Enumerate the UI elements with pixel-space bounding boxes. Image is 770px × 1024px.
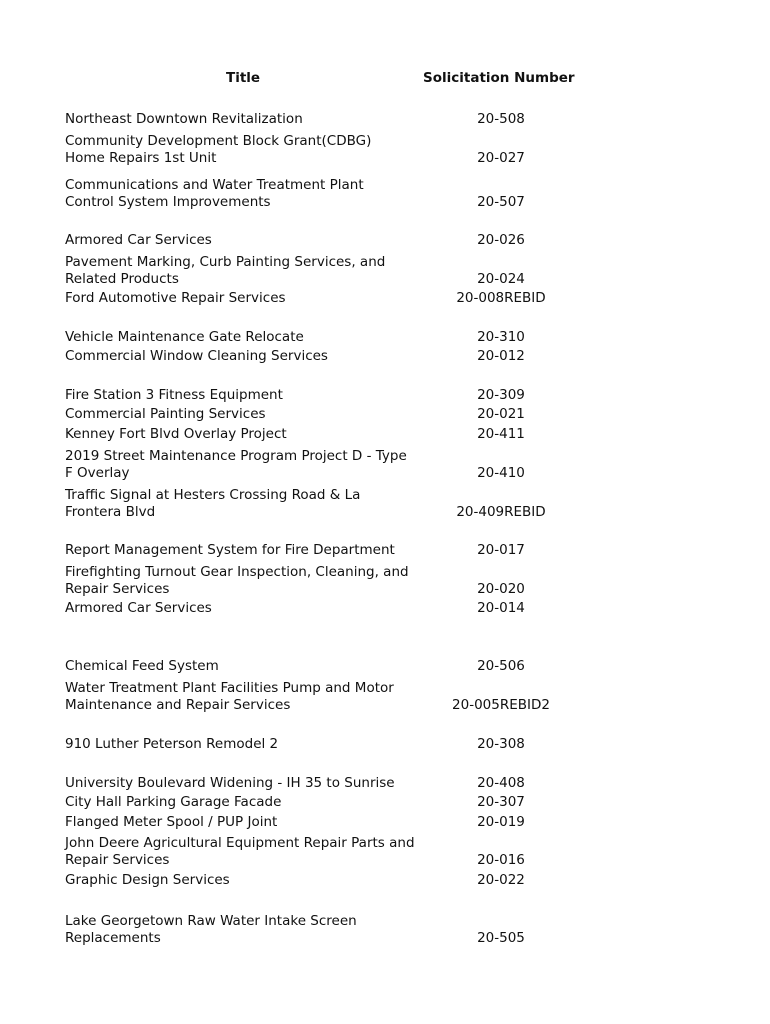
column-header-solicitation-number: Solicitation Number [423, 70, 575, 86]
row-title: Northeast Downtown Revitalization [65, 111, 303, 127]
row-solicitation-number: 20-008REBID [456, 290, 546, 306]
row-solicitation-number: 20-508 [477, 111, 525, 127]
row-solicitation-number: 20-307 [477, 794, 525, 810]
row-title: Vehicle Maintenance Gate Relocate [65, 329, 304, 345]
row-title: Fire Station 3 Fitness Equipment [65, 387, 283, 403]
row-title: University Boulevard Widening - IH 35 to Sunrise [65, 775, 395, 791]
row-solicitation-number: 20-411 [477, 426, 525, 442]
row-solicitation-number: 20-022 [477, 872, 525, 888]
row-solicitation-number: 20-507 [477, 194, 525, 210]
row-solicitation-number: 20-017 [477, 542, 525, 558]
row-title: Water Treatment Plant Facilities Pump and Motor Maintenance and Repair Services [65, 680, 394, 713]
row-solicitation-number: 20-012 [477, 348, 525, 364]
row-title: John Deere Agricultural Equipment Repair Parts and Repair Services [65, 835, 415, 868]
row-title: Flanged Meter Spool / PUP Joint [65, 814, 278, 830]
row-title: Firefighting Turnout Gear Inspection, Cleaning, and Repair Services [65, 564, 409, 597]
row-title: Ford Automotive Repair Services [65, 290, 286, 306]
row-solicitation-number: 20-505 [477, 930, 525, 946]
row-solicitation-number: 20-506 [477, 658, 525, 674]
row-title: Kenney Fort Blvd Overlay Project [65, 426, 287, 442]
row-title: Report Management System for Fire Department [65, 542, 395, 558]
row-solicitation-number: 20-005REBID2 [452, 697, 550, 713]
row-title: Commercial Window Cleaning Services [65, 348, 328, 364]
row-solicitation-number: 20-014 [477, 600, 525, 616]
row-title: 2019 Street Maintenance Program Project D - Type F Overlay [65, 448, 407, 481]
row-solicitation-number: 20-024 [477, 271, 525, 287]
row-title: 910 Luther Peterson Remodel 2 [65, 736, 279, 752]
row-solicitation-number: 20-408 [477, 775, 525, 791]
row-solicitation-number: 20-309 [477, 387, 525, 403]
row-solicitation-number: 20-409REBID [456, 504, 546, 520]
row-title: Pavement Marking, Curb Painting Services, and Related Products [65, 254, 386, 287]
row-title: Armored Car Services [65, 232, 212, 248]
row-solicitation-number: 20-019 [477, 814, 525, 830]
column-header-title: Title [226, 70, 261, 86]
row-title: Community Development Block Grant(CDBG) Home Repairs 1st Unit [65, 133, 372, 166]
row-solicitation-number: 20-021 [477, 406, 525, 422]
row-solicitation-number: 20-027 [477, 150, 525, 166]
row-title: Graphic Design Services [65, 872, 230, 888]
row-title: Traffic Signal at Hesters Crossing Road & La Frontera Blvd [65, 487, 361, 520]
row-title: Communications and Water Treatment Plant Control System Improvements [65, 177, 364, 210]
row-title: Lake Georgetown Raw Water Intake Screen Replacements [65, 913, 357, 946]
row-solicitation-number: 20-310 [477, 329, 525, 345]
row-title: Chemical Feed System [65, 658, 219, 674]
row-title: Armored Car Services [65, 600, 212, 616]
row-solicitation-number: 20-020 [477, 581, 525, 597]
row-title: Commercial Painting Services [65, 406, 266, 422]
row-solicitation-number: 20-026 [477, 232, 525, 248]
row-title: City Hall Parking Garage Facade [65, 794, 282, 810]
row-solicitation-number: 20-016 [477, 852, 525, 868]
row-solicitation-number: 20-308 [477, 736, 525, 752]
row-solicitation-number: 20-410 [477, 465, 525, 481]
